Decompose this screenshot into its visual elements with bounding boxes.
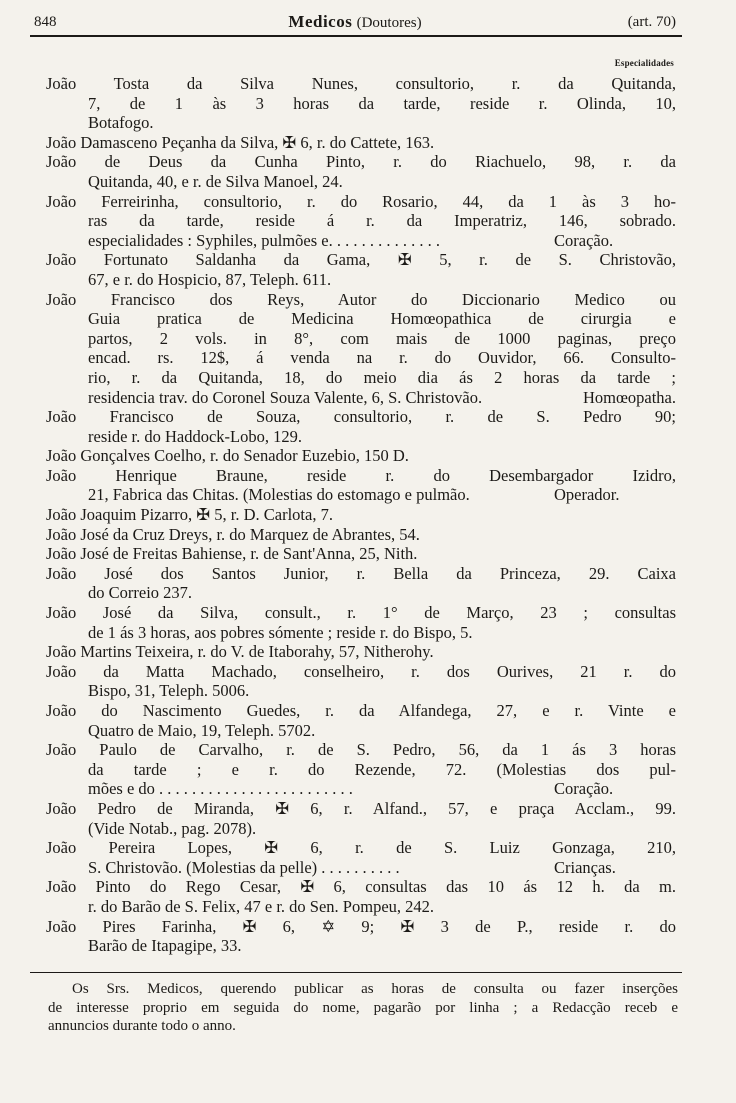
doctor-entry	[46, 74, 676, 133]
entry-name-line: João Damasceno Peçanha da Silva, ✠ 6, r. do Cattete, 163.	[46, 132, 435, 152]
entry-specialty: Crianças.	[554, 857, 616, 877]
entry-detail-line: encad. rs. 12$, á venda na r. do Ouvidor, 66. Consulto-	[88, 348, 676, 368]
doctor-entry	[46, 525, 676, 545]
entry-detail-line: rio, r. da Quitanda, 18, do meio dia ás 2 horas da tarde ;	[88, 367, 676, 387]
doctor-entry	[46, 250, 676, 289]
doctor-entry	[46, 446, 676, 466]
page-number: 848	[34, 14, 57, 30]
entry-detail-line: reside r. do Haddock-Lobo, 129.	[88, 426, 302, 446]
entry-detail-line: especialidades : Syphiles, pulmões e. . . . . . . . . . . . . . Coração.	[46, 231, 676, 251]
doctor-entry	[46, 133, 676, 153]
running-title-sub: (Doutores)	[356, 15, 422, 31]
entry-name-line: João José da Cruz Dreys, r. do Marquez de Abrantes, 54.	[46, 524, 420, 544]
entry-detail-line: Guia pratica de Medicina Homœopathica de cirurgia e	[88, 309, 676, 329]
entry-detail-line: 67, e r. do Hospicio, 87, Teleph. 611.	[88, 269, 332, 289]
entry-name-line: João Joaquim Pizarro, ✠ 5, r. D. Carlota, 7.	[46, 505, 333, 525]
doctor-entry	[46, 290, 676, 408]
doctor-entry	[46, 740, 676, 799]
entry-name-line: João José de Freitas Bahiense, r. de Sant'Anna, 25, Nith.	[46, 544, 418, 564]
entry-name-line: João Francisco de Souza, consultorio, r. de S. Pedro 90;	[46, 407, 676, 427]
entry-detail-line: r. do Barão de S. Felix, 47 e r. do Sen. Pompeu, 242.	[88, 896, 435, 916]
entry-detail-line: de 1 ás 3 horas, aos pobres sómente ; reside r. do Bispo, 5.	[88, 622, 473, 642]
entry-detail-line: da tarde ; e r. do Rezende, 72. (Molestias dos pul-	[88, 759, 676, 779]
doctor-entry	[46, 505, 676, 525]
entry-specialty: Coração.	[554, 779, 614, 799]
entry-name-line: João Fortunato Saldanha da Gama, ✠ 5, r. de S. Christovão,	[46, 250, 676, 270]
header-rule	[30, 35, 682, 37]
entry-name-line: João do Nascimento Guedes, r. da Alfandega, 27, e r. Vinte e	[46, 701, 676, 720]
entry-name-line: João Martins Teixeira, r. do V. de Itaborahy, 57, Nitherohy.	[46, 642, 434, 662]
doctor-entry	[46, 642, 676, 662]
doctor-entry	[46, 407, 676, 446]
doctor-entry	[46, 838, 676, 877]
doctor-entry	[46, 564, 676, 603]
entry-name-line: João Henrique Braune, reside r. do Desembargador Izidro,	[46, 465, 676, 485]
entry-detail-line: residencia trav. do Coronel Souza Valente, 6, S. Christovão. Homœopatha.	[88, 387, 676, 407]
doctor-entry	[46, 877, 676, 916]
entry-specialty: Coração.	[554, 230, 614, 250]
running-title-main: Medicos	[288, 12, 353, 31]
entry-specialty: Homœopatha.	[582, 387, 676, 407]
entry-detail-line: Barão de Itapagipe, 33.	[88, 936, 242, 956]
entry-name-line: João Pedro de Miranda, ✠ 6, r. Alfand., 57, e praça Acclam., 99.	[46, 798, 676, 818]
page-header	[30, 10, 680, 34]
doctor-entry	[46, 152, 676, 191]
footnote-rule	[30, 972, 682, 973]
entry-detail-line: mões e do . . . . . . . . . . . . . . . . . . . . . . . . Coração.	[46, 779, 676, 799]
entry-detail-line: 21, Fabrica das Chitas. (Molestias do estomago e pulmão. Operador.	[46, 485, 676, 505]
doctor-listing	[46, 74, 676, 956]
entry-detail-line: ras da tarde, reside á r. da Imperatriz, 146, sobrado.	[88, 211, 676, 231]
running-title	[30, 12, 680, 32]
entry-name-line: João da Matta Machado, conselheiro, r. dos Ourives, 21 r. do	[46, 661, 676, 681]
entry-name-line: João Pires Farinha, ✠ 6, ✡ 9; ✠ 3 de P., reside r. do	[46, 916, 676, 936]
entry-detail-line: do Correio 237.	[88, 583, 193, 603]
footnote-line: Os Srs. Medicos, querendo publicar as horas de consulta ou fazer inserções	[72, 981, 678, 997]
doctor-entry	[46, 192, 676, 251]
entry-name-line: João Ferreirinha, consultorio, r. do Rosario, 44, da 1 às 3 ho-	[46, 191, 676, 211]
doctor-entry	[46, 603, 676, 642]
entry-name-line: João José da Silva, consult., r. 1° de Março, 23 ; consultas	[46, 603, 676, 623]
entry-name-line: João de Deus da Cunha Pinto, r. do Riachuelo, 98, r. da	[46, 152, 676, 172]
footnote-line: de interesse proprio em seguida do nome, pagarão por linha ; a Redacção receb e	[48, 999, 678, 1016]
entry-name-line: João Francisco dos Reys, Autor do Diccionario Medico ou	[46, 289, 676, 309]
entry-detail-line: 7, de 1 às 3 horas da tarde, reside r. Olinda, 10,	[88, 93, 676, 113]
doctor-entry	[46, 662, 676, 701]
entry-detail-line: Botafogo.	[88, 113, 154, 133]
doctor-entry	[46, 799, 676, 838]
doctor-entry	[46, 466, 676, 505]
entry-name-line: João Tosta da Silva Nunes, consultorio, r. da Quitanda,	[46, 74, 676, 93]
doctor-entry	[46, 544, 676, 564]
entry-name-line: João Pinto do Rego Cesar, ✠ 6, consultas das 10 ás 12 h. da m.	[46, 877, 676, 897]
entry-detail-line: (Vide Notab., pag. 2078).	[88, 818, 257, 838]
entry-name-line: João Pereira Lopes, ✠ 6, r. de S. Luiz Gonzaga, 210,	[46, 838, 676, 858]
entry-name-line: João Paulo de Carvalho, r. de S. Pedro, 56, da 1 ás 3 horas	[46, 740, 676, 760]
entry-detail-line: Quatro de Maio, 19, Teleph. 5702.	[88, 720, 316, 740]
footnote	[48, 980, 678, 1036]
entry-name-line: João Gonçalves Coelho, r. do Senador Euzebio, 150 D.	[46, 446, 409, 466]
entry-detail-line: Bispo, 31, Teleph. 5006.	[88, 681, 250, 701]
doctor-entry	[46, 701, 676, 740]
footnote-line: annuncios durante todo o anno.	[48, 1018, 236, 1034]
specialties-column-heading: Especialidades	[614, 58, 674, 68]
entry-detail-line: S. Christovão. (Molestias da pelle) . . . . . . . . . . Crianças.	[46, 858, 676, 878]
entry-detail-line: partos, 2 vols. in 8°, com mais de 1000 paginas, preço	[88, 328, 676, 348]
article-reference: (art. 70)	[627, 14, 676, 30]
entry-specialty: Operador.	[554, 485, 620, 505]
entry-name-line: João José dos Santos Junior, r. Bella da Princeza, 29. Caixa	[46, 563, 676, 583]
entry-detail-line: Quitanda, 40, e r. de Silva Manoel, 24.	[88, 171, 343, 191]
doctor-entry	[46, 917, 676, 956]
